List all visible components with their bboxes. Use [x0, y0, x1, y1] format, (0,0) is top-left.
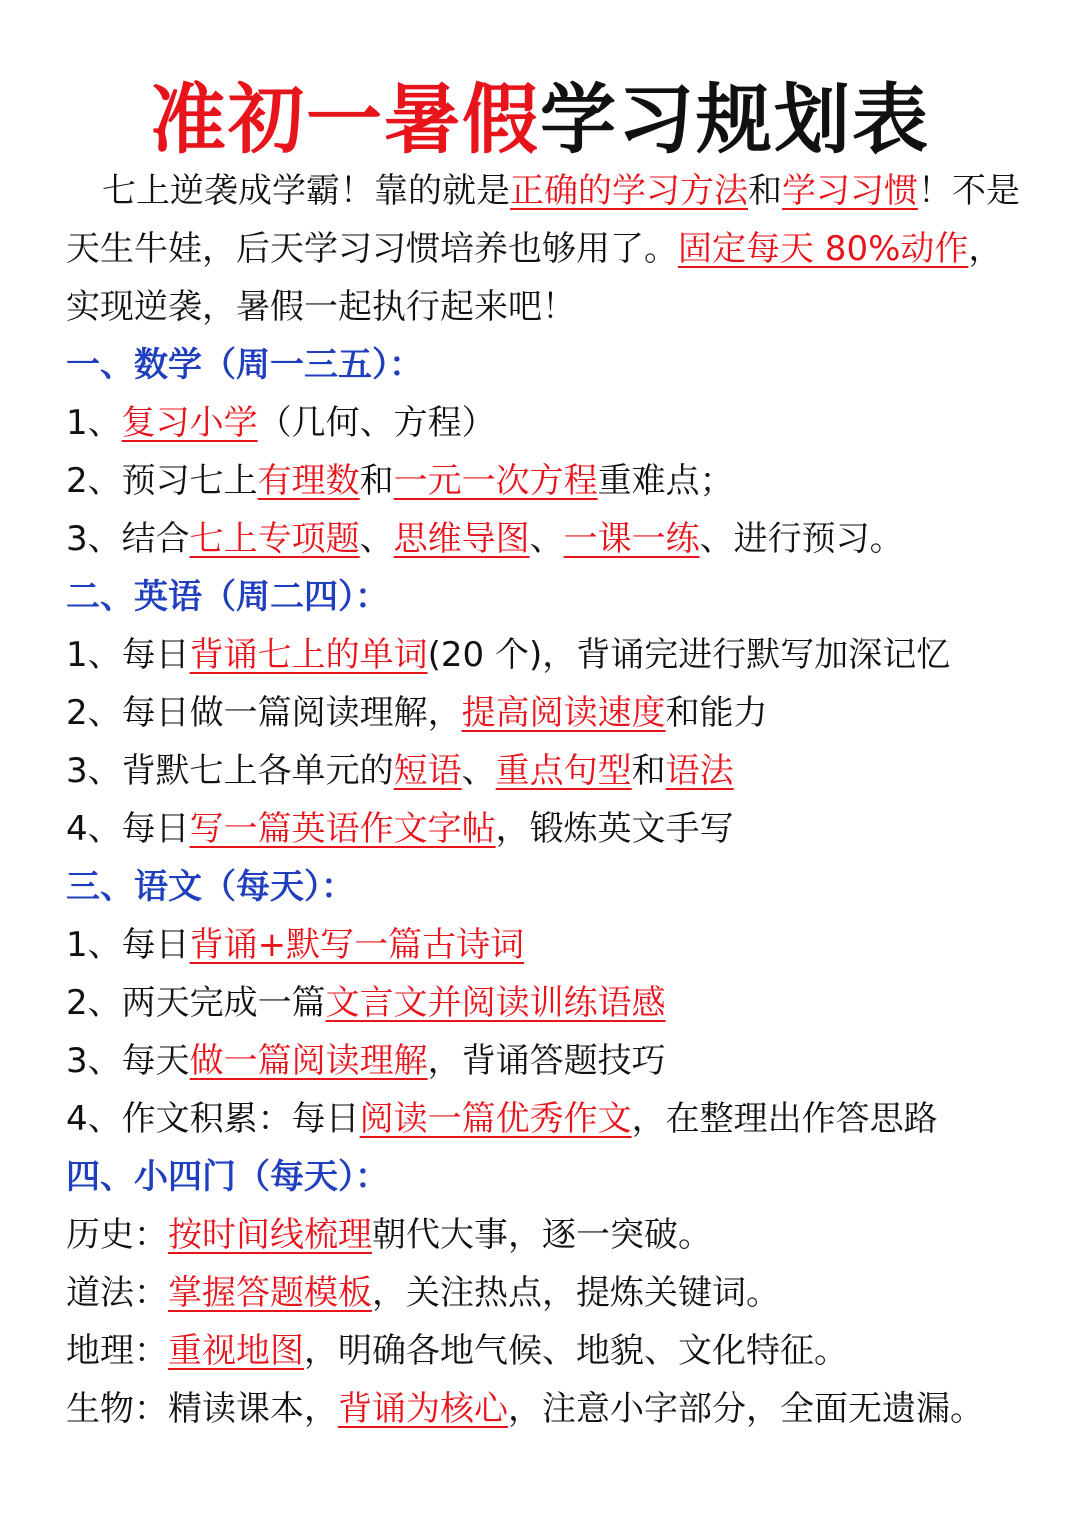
- list-item: [66, 1206, 1026, 1264]
- section-heading: 四、小四门（每天）：: [66, 1157, 389, 1197]
- sections-list: [66, 336, 1026, 1438]
- text-segment: 、: [529, 519, 564, 559]
- list-item: [66, 916, 1026, 974]
- list-item: [66, 626, 1026, 684]
- highlight-text: 复习小学: [121, 403, 258, 443]
- text-segment: ，关注热点，提炼关键词。: [372, 1273, 780, 1313]
- highlight-text: 重视地图: [168, 1331, 304, 1371]
- highlight-text: 掌握答题模板: [168, 1273, 372, 1313]
- highlight-text: 重点句型: [495, 751, 632, 791]
- highlight-text: 一课一练: [563, 519, 700, 559]
- text-segment: 3、每天: [66, 1041, 190, 1081]
- text-segment: 和: [748, 171, 782, 211]
- highlight-text: 一元一次方程: [393, 461, 598, 501]
- list-item: [66, 684, 1026, 742]
- title-main: 学习规划表: [540, 75, 930, 164]
- page-title: [0, 0, 1080, 170]
- list-item: [66, 800, 1026, 858]
- text-segment: 4、每日: [66, 809, 190, 849]
- highlight-text: 阅读一篇优秀作文: [359, 1099, 632, 1139]
- intro-paragraph: [66, 162, 1026, 336]
- text-segment: 七上逆袭成学霸！靠的就是: [102, 171, 510, 211]
- text-segment: 1、每日: [66, 635, 190, 675]
- highlight-text: 背诵七上的单词: [189, 635, 428, 675]
- text-segment: 重难点；: [597, 461, 734, 501]
- text-segment: 和: [631, 751, 666, 791]
- text-segment: 和能力: [665, 693, 768, 733]
- highlight-text: 提高阅读速度: [461, 693, 666, 733]
- list-item: [66, 1380, 1026, 1438]
- text-segment: 2、两天完成一篇: [66, 983, 326, 1023]
- list-item: [66, 394, 1026, 452]
- text-segment: ，背诵答题技巧: [427, 1041, 666, 1081]
- text-segment: ，锻炼英文手写: [495, 809, 734, 849]
- list-item: [66, 1264, 1026, 1322]
- text-segment: 道法：: [66, 1273, 168, 1313]
- highlight-text: 短语: [393, 751, 462, 791]
- text-segment: 朝代大事，逐一突破。: [372, 1215, 712, 1255]
- highlight-text: 写一篇英语作文字帖: [189, 809, 496, 849]
- list-item: [66, 510, 1026, 568]
- highlight-text: 背诵+默写一篇古诗词: [189, 925, 525, 965]
- highlight-text: 七上专项题: [189, 519, 360, 559]
- section-heading: 二、英语（周二四）：: [66, 577, 389, 617]
- list-item: [66, 452, 1026, 510]
- text-segment: 地理：: [66, 1331, 168, 1371]
- highlight-text: 做一篇阅读理解: [189, 1041, 428, 1081]
- highlight-text: 固定每天 80%动作: [678, 229, 969, 269]
- section-heading: 一、数学（周一三五）：: [66, 345, 423, 385]
- text-segment: ，实现逆袭，暑假一起执行起来吧！: [66, 229, 1003, 327]
- text-segment: (20 个)，背诵完进行默写加深记忆: [427, 635, 951, 675]
- text-segment: ，明确各地气候、地貌、文化特征。: [304, 1331, 848, 1371]
- highlight-text: 文言文并阅读训练语感: [325, 983, 666, 1023]
- content-body: [66, 162, 1026, 1438]
- list-item: [66, 742, 1026, 800]
- text-segment: 2、每日做一篇阅读理解，: [66, 693, 462, 733]
- text-segment: ，注意小字部分，全面无遗漏。: [508, 1389, 984, 1429]
- text-segment: 、: [461, 751, 496, 791]
- list-item: [66, 974, 1026, 1032]
- text-segment: 3、结合: [66, 519, 190, 559]
- text-segment: 3、背默七上各单元的: [66, 751, 394, 791]
- text-segment: （几何、方程）: [257, 403, 496, 443]
- text-segment: ，在整理出作答思路: [631, 1099, 938, 1139]
- highlight-text: 正确的学习方法: [510, 171, 748, 211]
- text-segment: 生物：精读课本，: [66, 1389, 338, 1429]
- text-segment: 2、预习七上: [66, 461, 258, 501]
- highlight-text: 有理数: [257, 461, 360, 501]
- text-segment: ！不是天生牛娃，后天学习习惯培养也够用了。: [66, 171, 1020, 269]
- title-highlight: 准初一暑假: [150, 75, 540, 164]
- highlight-text: 语法: [665, 751, 734, 791]
- text-segment: 、: [359, 519, 394, 559]
- list-item: [66, 1090, 1026, 1148]
- highlight-text: 背诵为核心: [338, 1389, 508, 1429]
- text-segment: 和: [359, 461, 394, 501]
- text-segment: 1、: [66, 403, 122, 443]
- text-segment: 历史：: [66, 1215, 168, 1255]
- section-heading: 三、语文（每天）：: [66, 867, 355, 907]
- list-item: [66, 1032, 1026, 1090]
- list-item: [66, 1322, 1026, 1380]
- highlight-text: 思维导图: [393, 519, 530, 559]
- text-segment: 1、每日: [66, 925, 190, 965]
- highlight-text: 学习习惯: [782, 171, 918, 211]
- text-segment: 4、作文积累：每日: [66, 1099, 360, 1139]
- highlight-text: 按时间线梳理: [168, 1215, 372, 1255]
- text-segment: 、进行预习。: [699, 519, 904, 559]
